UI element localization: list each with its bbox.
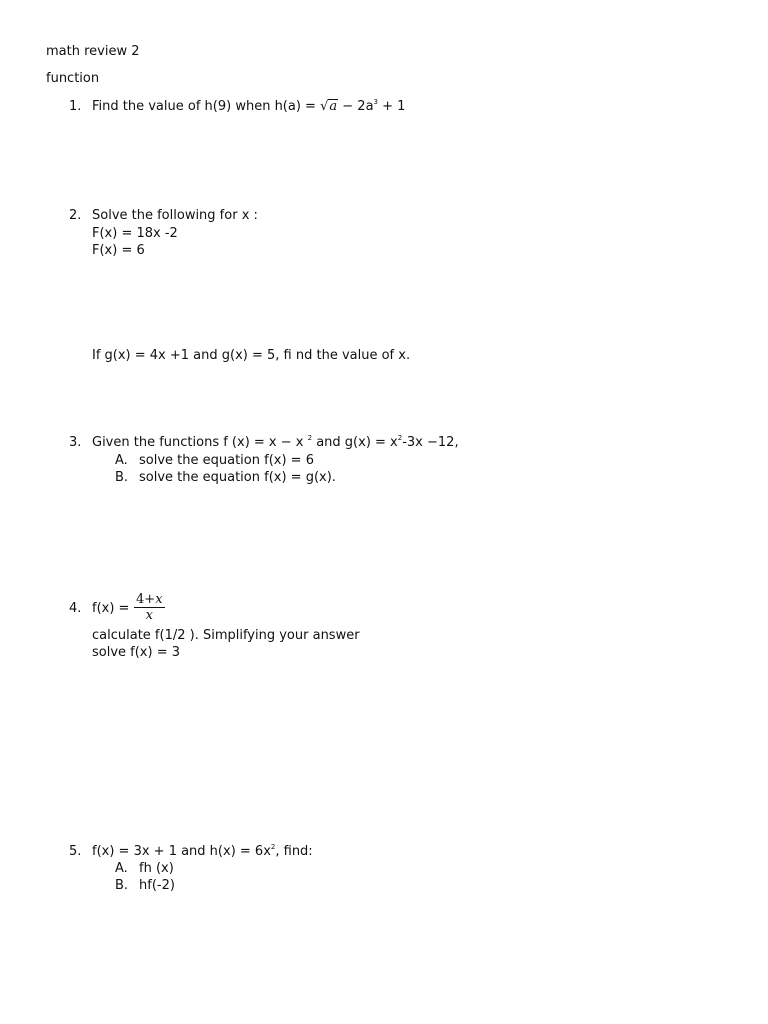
question-5-sub-a-label: A. (115, 861, 128, 876)
question-3-part-b: and g(x) = x (312, 435, 398, 450)
fraction-denominator: x (145, 608, 153, 623)
question-1-text (92, 98, 405, 115)
question-5-sub-a-text: fh (x) (139, 861, 174, 876)
question-4-number: 4. (69, 601, 82, 616)
question-1-tail: + 1 (378, 99, 406, 114)
question-1-prompt: Find the value of h(9) when h(a) = (92, 99, 321, 114)
question-5-part-a: f(x) = 3x + 1 and h(x) = 6x (92, 844, 271, 859)
question-2-equation-1: F(x) = 18x -2 (92, 226, 178, 241)
question-3-sub-b-text: solve the equation f(x) = g(x). (139, 470, 336, 485)
question-2-followup: If g(x) = 4x +1 and g(x) = 5, fi nd the value of x. (92, 348, 411, 363)
question-5-sub-b-label: B. (115, 878, 129, 893)
question-3-sub-a-label: A. (115, 453, 128, 468)
question-3-sub-b-label: B. (115, 470, 129, 485)
question-5-sub-b-text: hf(-2) (139, 878, 175, 893)
question-1-number: 1. (69, 99, 82, 114)
section-heading: function (46, 71, 100, 86)
question-3-number: 3. (69, 435, 82, 450)
question-5-number: 5. (69, 844, 82, 859)
question-3-part-c: -3x −12, (402, 435, 459, 450)
question-2-prompt: Solve the following for x : (92, 208, 258, 223)
question-4-lhs: f(x) = (92, 601, 130, 616)
question-4-instruction-2: solve f(x) = 3 (92, 645, 181, 660)
question-4-instruction-1: calculate f(1/2 ). Simplifying your answer (92, 628, 360, 643)
square-root-expression (320, 98, 338, 115)
question-3-sub-a-text: solve the equation f(x) = 6 (139, 453, 314, 468)
question-3-part-a: Given the functions f (x) = x − x (92, 435, 308, 450)
radicand: a (329, 99, 338, 114)
question-3-text (92, 434, 459, 451)
fraction-numerator: 4+x (136, 592, 163, 607)
question-3-exponent-1: 2 (307, 434, 313, 442)
question-5-part-b: , find: (275, 844, 313, 859)
question-2-equation-2: F(x) = 6 (92, 243, 145, 258)
document-title: math review 2 (46, 44, 140, 59)
question-5-text (92, 843, 313, 860)
question-2-number: 2. (69, 208, 82, 223)
question-1-after-root: − 2a (338, 99, 374, 114)
question-1-exponent: 3 (373, 98, 379, 106)
question-5-exponent: 2 (270, 843, 276, 851)
radical-sign: √ (320, 99, 329, 114)
question-3-exponent-2: 2 (397, 434, 403, 442)
question-4-fraction (134, 592, 165, 623)
